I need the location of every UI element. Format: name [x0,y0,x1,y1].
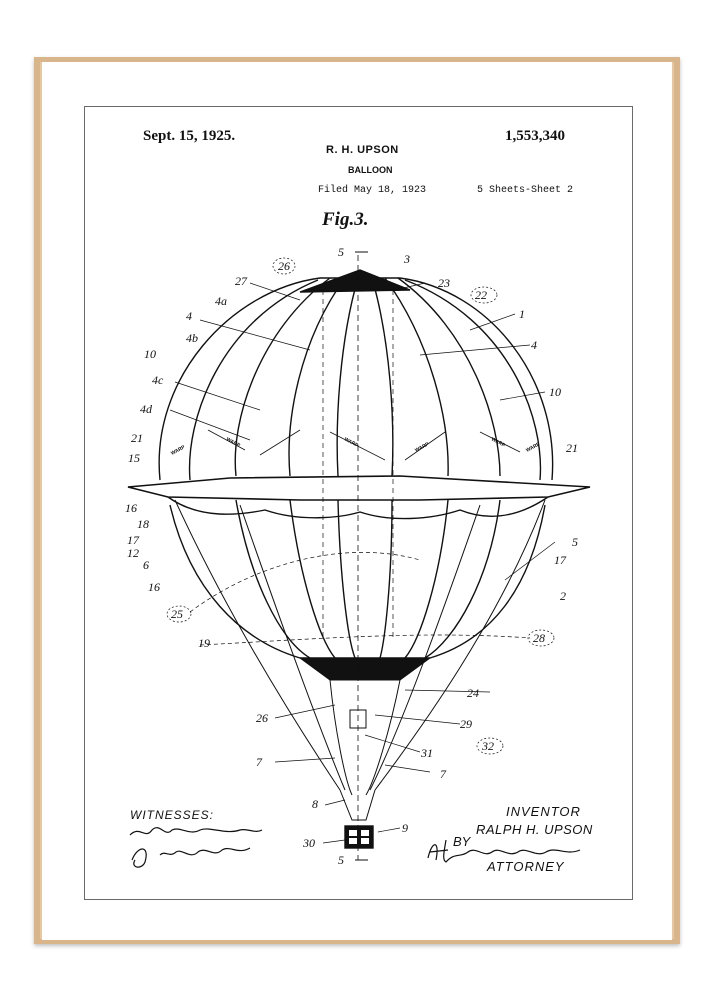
gore-line [380,500,392,658]
gore-line [398,278,500,476]
gore-line [425,500,500,658]
label-5-bottom: 5 [338,853,344,867]
label-16: 16 [125,501,137,515]
label-17: 17 [127,533,139,547]
basket-window [361,830,369,836]
load-ring [340,790,375,820]
leader-line [250,283,300,300]
gore-line [236,500,310,658]
suspension-line [330,680,352,795]
leader-line [500,392,545,400]
label-4a: 4a [215,294,227,308]
label-5-side: 5 [572,535,578,549]
label-22: 22 [475,288,487,302]
label-19: 19 [198,636,210,650]
label-23: 23 [438,276,450,290]
label-15: 15 [128,451,140,465]
gore-line [405,500,448,658]
label-16b: 16 [148,580,160,594]
leader-line [505,542,555,580]
leader-line [378,828,400,832]
leader-line [275,705,335,718]
label-10-right: 10 [549,385,561,399]
label-31: 31 [421,746,433,760]
basket-window [349,830,357,836]
attorney-label: ATTORNEY [487,859,565,874]
label-8: 8 [312,797,318,811]
label-3: 3 [404,252,410,266]
equator-band [128,476,590,500]
lower-cone [300,658,430,680]
gore-line [372,278,393,476]
figure-title: Fig.3. [322,209,369,230]
warp-label: WARP [170,444,187,457]
label-25: 25 [171,607,183,621]
leader-line [365,735,420,752]
label-7: 7 [256,755,262,769]
label-4: 4 [186,309,192,323]
label-2: 2 [560,589,566,603]
label-4-right: 4 [531,338,537,352]
label-4c: 4c [152,373,164,387]
label-1: 1 [519,307,525,321]
suspension-line [240,505,345,790]
label-21-right: 21 [566,441,578,455]
by-label: BY [453,834,471,849]
label-7-right: 7 [440,767,446,781]
leader-line [420,345,530,355]
label-24: 24 [467,686,479,700]
sheet-count: 5 Sheets-Sheet 2 [477,185,574,196]
filed-date: Filed May 18, 1923 [318,185,427,196]
gore-line [290,500,335,658]
suspension-line [366,680,400,795]
label-5: 5 [338,245,344,259]
warp-label: WARP [225,436,242,449]
label-10: 10 [144,347,156,361]
label-21: 21 [131,431,143,445]
gore-line [235,278,330,476]
label-26b: 26 [256,711,268,725]
patent-number: 1,553,340 [505,128,565,144]
inventor-name: RALPH H. UPSON [476,822,593,837]
label-12: 12 [127,546,139,560]
gore-line [338,500,355,658]
upper-envelope-outline [159,278,552,480]
leader-line [375,715,460,724]
leader-line [170,410,250,440]
leader-line [470,314,515,330]
witness-signature-1 [130,828,262,835]
warp-label: WARP [525,441,542,454]
label-6: 6 [143,558,149,572]
leader-line [385,765,430,772]
label-27: 27 [235,274,247,288]
leader-line [323,840,345,843]
inventor-header: R. H. UPSON [326,144,399,156]
label-4b: 4b [186,331,198,345]
patent-date: Sept. 15, 1925. [143,128,236,144]
label-32: 32 [482,739,494,753]
witnesses-label: WITNESSES: [130,808,215,822]
warp-arrows [208,430,520,460]
witness-signatures [130,828,262,867]
basket-window [361,838,369,844]
warp-label: WARP [490,436,507,449]
patent-subject: BALLOON [348,165,393,175]
leader-line [275,758,335,762]
label-29: 29 [460,717,472,731]
witness-signature-2 [132,848,250,867]
basket [345,826,373,848]
leader-line [200,320,310,350]
lower-envelope-outline [170,505,545,658]
label-9: 9 [402,821,408,835]
label-30: 30 [303,836,315,850]
label-28: 28 [533,631,545,645]
label-17-right: 17 [554,553,566,567]
warp-label: WARP [343,436,360,449]
label-18: 18 [137,517,149,531]
label-4d: 4d [140,402,152,416]
leader-line [325,800,345,805]
inventor-label: INVENTOR [506,804,581,819]
basket-window [349,838,357,844]
warp-label: WARP [414,441,431,454]
label-26: 26 [278,259,290,273]
